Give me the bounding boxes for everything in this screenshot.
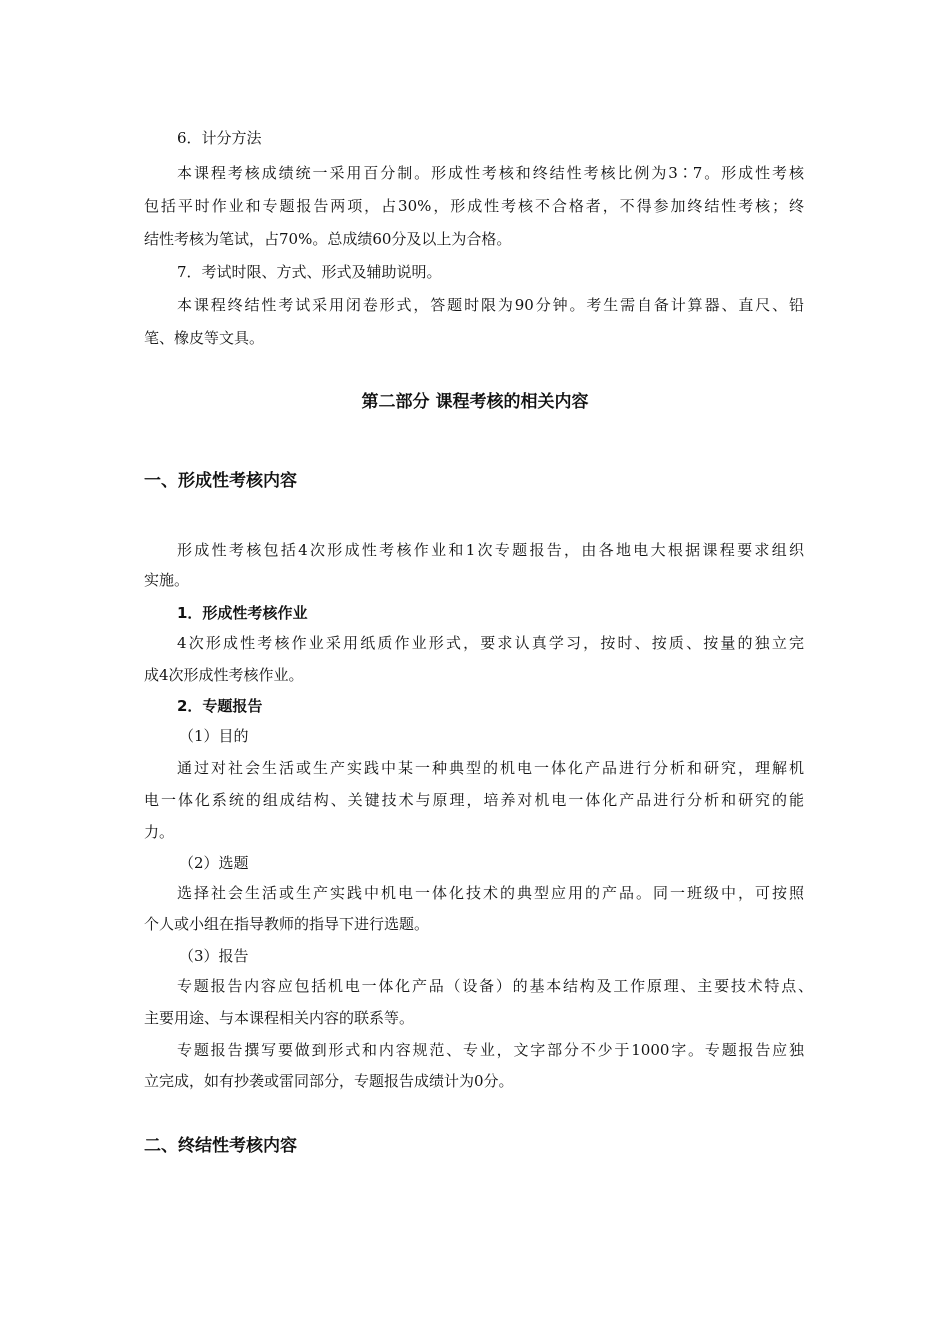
item7-title: 7．考试时限、方式、形式及辅助说明。 bbox=[177, 263, 442, 281]
purpose-body-line-2: 电一体化系统的组成结构、关键技术与原理，培养对机电一体化产品进行分析和研究的能 bbox=[144, 791, 804, 809]
report-title: （3）报告 bbox=[179, 947, 249, 965]
purpose-body-line-3: 力。 bbox=[144, 823, 175, 841]
part2-title: 第二部分 课程考核的相关内容 bbox=[361, 392, 589, 412]
item6-body-line-1: 本课程考核成绩统一采用百分制。形成性考核和终结性考核比例为3∶7。形成性考核 bbox=[177, 164, 804, 182]
heading-formative: 一、形成性考核内容 bbox=[144, 471, 297, 491]
sub1-body-line-1: 4次形成性考核作业采用纸质作业形式，要求认真学习，按时、按质、按量的独立完 bbox=[177, 634, 804, 652]
purpose-title: （1）目的 bbox=[179, 727, 249, 745]
item6-body-line-3: 结性考核为笔试，占70%。总成绩60分及以上为合格。 bbox=[144, 230, 512, 248]
sub1-title: 1．形成性考核作业 bbox=[177, 604, 308, 622]
topic-body-line-1: 选择社会生活或生产实践中机电一体化技术的典型应用的产品。同一班级中，可按照 bbox=[177, 884, 804, 902]
purpose-body-line-1: 通过对社会生活或生产实践中某一种典型的机电一体化产品进行分析和研究，理解机 bbox=[177, 759, 804, 777]
item6-title: 6．计分方法 bbox=[177, 129, 262, 147]
intro-line-1: 形成性考核包括4次形成性考核作业和1次专题报告，由各地电大根据课程要求组织 bbox=[177, 541, 804, 559]
report-body1-line-2: 主要用途、与本课程相关内容的联系等。 bbox=[144, 1009, 415, 1027]
intro-line-2: 实施。 bbox=[144, 571, 190, 589]
heading-summative: 二、终结性考核内容 bbox=[144, 1136, 297, 1156]
item7-body-line-1: 本课程终结性考试采用闭卷形式，答题时限为90分钟。考生需自备计算器、直尺、铅 bbox=[177, 296, 804, 314]
sub2-title: 2．专题报告 bbox=[177, 697, 263, 715]
report-body2-line-1: 专题报告撰写要做到形式和内容规范、专业，文字部分不少于1000字。专题报告应独 bbox=[177, 1041, 804, 1059]
item7-body-line-2: 笔、橡皮等文具。 bbox=[144, 329, 265, 347]
topic-title: （2）选题 bbox=[179, 854, 249, 872]
topic-body-line-2: 个人或小组在指导教师的指导下进行选题。 bbox=[144, 915, 430, 933]
report-body1-line-1: 专题报告内容应包括机电一体化产品（设备）的基本结构及工作原理、主要技术特点、 bbox=[177, 977, 813, 995]
sub1-body-line-2: 成4次形成性考核作业。 bbox=[144, 666, 304, 684]
item6-body-line-2: 包括平时作业和专题报告两项，占30%，形成性考核不合格者，不得参加终结性考核；终 bbox=[144, 197, 804, 215]
report-body2-line-2: 立完成，如有抄袭或雷同部分，专题报告成绩计为0分。 bbox=[144, 1072, 514, 1090]
